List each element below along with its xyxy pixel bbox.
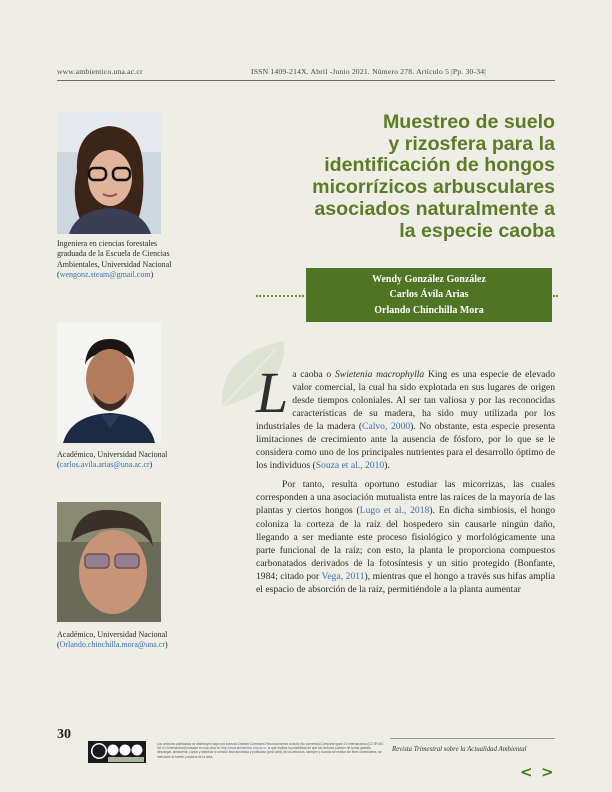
citation-link[interactable]: Vega, 2011	[321, 570, 365, 582]
footer-rule	[390, 738, 555, 739]
title-line: y rizosfera para la	[388, 132, 555, 155]
drop-cap: L	[256, 360, 289, 425]
license-notice: Los artículos publicados se distribuyen bajo una licencia Creative Commons Reconocimiento al autor-No comercial-Compartir igual 4.0 Internacional (CC BY-NC SA 4.0 Internacional) basada en una obra en http://www.ambientico.una.ac.cr, lo que implica la posibilidad de que los lectores puedan de forma gratuita descargar, almacenar, copiar y distribuir la versión final aprobada y publicada (post print) de los artículos, siempre y cuando se realice sin fines comerciales, se mencione la fuente y autoría de la obra.	[157, 742, 384, 759]
citation-link[interactable]: Souza et al., 2010	[315, 460, 385, 472]
author-bio-2: Académico, Universidad Nacional (carlos.avila.arias@una.ac.cr)	[57, 450, 168, 470]
article-title	[262, 112, 555, 242]
title-line: Muestreo de suelo	[382, 111, 555, 133]
author-email-link[interactable]: wengonz.steam@gmail.com	[59, 269, 151, 279]
citation-link[interactable]: Lugo et al., 2018	[359, 505, 430, 517]
article-body	[256, 360, 556, 596]
header-rule	[57, 80, 555, 81]
author-box	[306, 268, 552, 322]
author-photo-1	[57, 112, 161, 234]
page-number: 30	[57, 727, 71, 742]
title-line: la especie caoba	[399, 219, 555, 242]
author-name: Wendy González González	[372, 274, 486, 285]
author-email-link[interactable]: carlos.avila.arias@una.ac.cr	[59, 460, 150, 470]
author-name: Orlando Chinchilla Mora	[374, 304, 484, 316]
title-line: identificación de hongos	[324, 154, 555, 177]
next-page-icon[interactable]: >	[541, 763, 554, 781]
author-bio-3: Académico, Universidad Nacional (Orlando.chinchilla.mora@una.cr)	[57, 630, 168, 650]
author-email-link[interactable]: Orlando.chinchilla.mora@una.cr	[59, 640, 165, 650]
title-line: micorrízicos arbusculares	[312, 176, 555, 199]
license-url-link[interactable]: http://www.ambientico.una.ac.cr	[221, 746, 266, 751]
species-name: Swietenia macrophylla	[335, 369, 425, 380]
author-photo-3	[57, 502, 161, 622]
body-paragraph: La caoba o Swietenia macrophylla King es una especie de elevado valor comercial, la cual ha sido explotada en sus lugares de origen desde tiempos coloniales. Al ser tan valiosa y por las reconocidas características de su madera, ha sido muy utilizada por los industriales de la madera (Calvo, 2000). No obstante, esta especie presenta limitaciones de crecimiento ante la ausencia de fósforo, por lo que se le considera como uno de los principales nutrientes para el desarrollo óptimo de los individuos (Souza et al., 2010).	[256, 360, 555, 472]
author-photo-2	[57, 323, 161, 443]
body-paragraph: Por tanto, resulta oportuno estudiar las micorrizas, las cuales corresponden a una asociación mutualista entre las raíces de la mayoría de las plantas y ciertos hongos (Lugo et al., 2018). En dicha simbiosis, el hongo coloniza la corteza de la raíz del hospedero sin causarle ningún daño, llegando a ser mediante este proceso fisiológico y morfológicamente una parte funcional de la raíz; con esto, la planta le proporciona compuestos carbonatados derivados de la fotosíntesis y un sitio protegido (Bonfante, 1984; citado por Vega, 2011), mientras que el hongo a través sus hifas amplía el espacio de absorción de la raíz, permitiéndole a la planta aumentar	[256, 479, 556, 595]
dotted-rule-left	[256, 295, 304, 297]
author-bio-1: Ingeniera en ciencias forestales graduada de la Escuela de Ciencias Ambientales, Universidad Nacional (wengonz.steam@gmail.com)	[57, 239, 172, 279]
journal-name: Revista Trimestral sobre la Actualidad Ambiental	[392, 746, 527, 753]
prev-page-icon[interactable]: <	[520, 763, 533, 781]
title-line: asociados naturalmente a	[314, 197, 555, 220]
citation-link[interactable]: Calvo, 2000	[362, 421, 411, 433]
author-name: Carlos Ávila Arias	[389, 289, 469, 301]
creative-commons-icon[interactable]	[88, 741, 146, 763]
header-website[interactable]: www.ambientico.una.ac.cr	[57, 67, 143, 76]
header-issue: ISSN 1409-214X. Abril -Junio 2021. Número 278. Artículo 5 |Pp. 30-34|	[251, 67, 486, 76]
